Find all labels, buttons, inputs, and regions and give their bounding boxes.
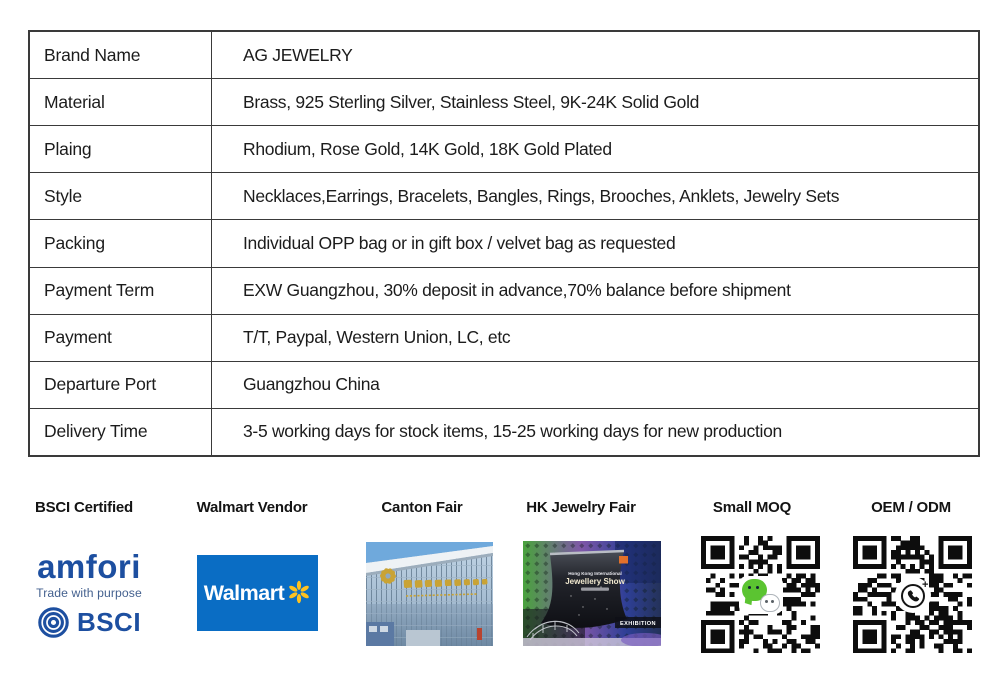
- svg-text:+: +: [921, 578, 928, 591]
- hk-jewelry-fair-photo: [523, 541, 661, 646]
- badge-label-walmart-vendor: Walmart Vendor: [196, 499, 308, 516]
- row-value: T/T, Paypal, Western Union, LC, etc: [243, 327, 511, 348]
- whatsapp-qr-code: [853, 536, 972, 653]
- table-row: [30, 220, 978, 267]
- hk-photo-line2: Jewellery Show: [565, 577, 625, 586]
- row-value: EXW Guangzhou, 30% deposit in advance,70% balance before shipment: [243, 280, 791, 301]
- row-label: Style: [30, 173, 212, 219]
- row-value: Rhodium, Rose Gold, 14K Gold, 18K Gold Plated: [243, 138, 612, 159]
- walmart-logo: [197, 555, 318, 631]
- badge-label-canton-fair: Canton Fair: [381, 499, 463, 516]
- table-row: [30, 268, 978, 315]
- hk-photo-line1: Hong Kong International: [568, 571, 622, 576]
- bsci-wordmark: BSCI: [76, 607, 142, 637]
- row-value: Necklaces,Earrings, Bracelets, Bangles, Rings, Brooches, Anklets, Jewelry Sets: [243, 185, 840, 206]
- wechat-qr-code: [701, 536, 820, 653]
- row-label: Delivery Time: [30, 409, 212, 455]
- row-label: Plaing: [30, 126, 212, 172]
- row-value: Individual OPP bag or in gift box / velvet bag as requested: [243, 232, 676, 253]
- badge-label-small-moq: Small MOQ: [712, 499, 792, 516]
- walmart-wordmark: Walmart: [203, 580, 285, 605]
- row-label: Brand Name: [30, 32, 212, 78]
- table-row: [30, 126, 978, 173]
- table-row: [30, 409, 978, 455]
- badge-label-hk-jewelry-fair: HK Jewelry Fair: [526, 499, 636, 516]
- amfori-wordmark: amfori: [37, 548, 141, 585]
- walmart-spark-icon: [287, 580, 311, 604]
- row-label: Departure Port: [30, 362, 212, 408]
- canton-fair-photo: [366, 542, 493, 646]
- table-row: [30, 79, 978, 126]
- table-row: [30, 32, 978, 79]
- bsci-coil-icon: [37, 606, 70, 639]
- row-value: Brass, 925 Sterling Silver, Stainless Steel, 9K-24K Solid Gold: [243, 91, 700, 112]
- whatsapp-phone-icon: [895, 577, 931, 613]
- row-value: AG JEWELRY: [243, 44, 353, 65]
- amfori-bsci-logo: [28, 550, 150, 650]
- badge-label-oem-odm: OEM / ODM: [871, 499, 951, 516]
- row-label: Packing: [30, 220, 212, 266]
- table-row: [30, 315, 978, 362]
- table-row: [30, 362, 978, 409]
- row-label: Payment: [30, 315, 212, 361]
- amfori-tagline: Trade with purpose: [36, 586, 142, 600]
- row-label: Payment Term: [30, 268, 212, 314]
- hk-photo-exhibition: EXHIBITION: [619, 621, 657, 627]
- row-value: 3-5 working days for stock items, 15-25 working days for new production: [243, 421, 782, 442]
- row-value: Guangzhou China: [243, 374, 380, 395]
- spec-table: [28, 30, 980, 457]
- row-label: Material: [30, 79, 212, 125]
- wechat-icon: [739, 576, 783, 614]
- table-row: [30, 173, 978, 220]
- badge-label-bsci-certified: BSCI Certified: [34, 499, 134, 516]
